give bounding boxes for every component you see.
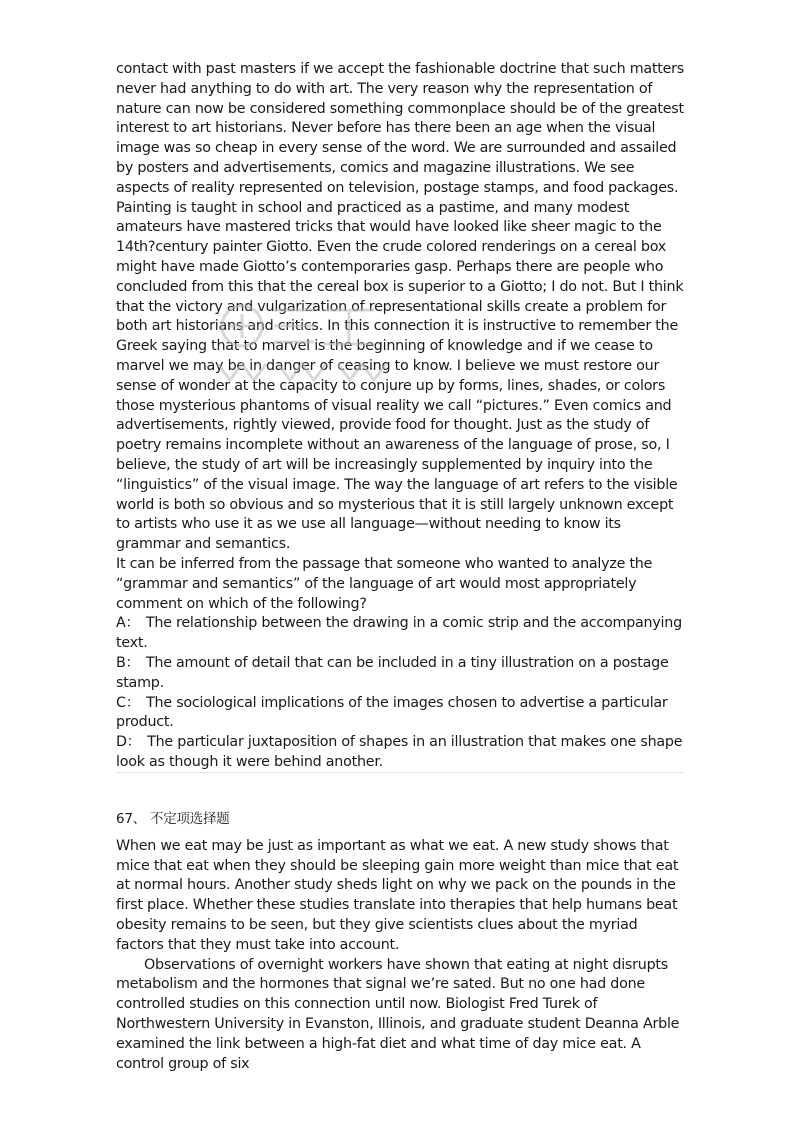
option-a-text: The relationship between the drawing in a comic strip and the accompanying text. [116, 615, 682, 652]
option-c[interactable] [116, 694, 686, 734]
option-d[interactable] [116, 733, 686, 773]
option-a[interactable] [116, 614, 686, 654]
section-divider [116, 772, 684, 773]
option-b[interactable] [116, 654, 686, 694]
option-d-text: The particular juxtaposition of shapes in an illustration that makes one shape look as though it were behind another. [116, 734, 683, 770]
option-d-letter: D： [116, 734, 141, 751]
option-a-letter: A： [116, 615, 140, 632]
next-passage-paragraph-1: When we eat may be just as important as what we eat. A new study shows that mice that eat when they should be sleeping gain more weight than mice that eat at normal hours. Another study sheds light on why we pack on the pounds in the first place. Whether these studies translate into therapies that help humans beat obesity remains to be seen, but they give scientists clues about the myriad factors that they must take into account. [116, 837, 679, 953]
question-number-header: 67、 不定项选择题 [116, 811, 230, 827]
option-c-text: The sociological implications of the images chosen to advertise a particular product. [116, 694, 668, 731]
option-b-text: The amount of detail that can be included in a tiny illustration on a postage stamp. [116, 654, 669, 691]
option-b-letter: B： [116, 654, 140, 671]
passage-text: contact with past masters if we accept the fashionable doctrine that such matters never had anything to do with art. The very reason why the representation of nature can now be considered something commonplace should be of the greatest interest to art historians. Never before has there been an age when the visual image was so cheap in every sense of the word. We are surrounded and assailed by posters and advertisements, comics and magazine illustrations. We see aspects of reality represented on television, postage stamps, and food packages. Painting is taught in school and practiced as a pastime, and many modest amateurs have mastered tricks that would have looked like sheer magic to the 14th?century painter Giotto. Even the crude colored renderings on a cereal box might have made Giotto’s contemporaries gasp. Perhaps there are people who concluded from this that the cereal box is superior to a Giotto; I do not. But I think that the victory and vulgarization of representational skills create a problem for both art historians and critics. In this connection it is instructive to remember the Greek saying that to marvel is the beginning of knowledge and if we cease to marvel we may be in danger of ceasing to know. I believe we must restore our sense of wonder at the capacity to conjure up by forms, lines, shades, or colors those mysterious phantoms of visual reality we call “pictures.” Even comics and advertisements, rightly viewed, provide food for thought. Just as the study of poetry remains incomplete without an awareness of the language of prose, so, I believe, the study of art will be increasingly supplemented by inquiry into the “linguistics” of the visual image. The way the language of art refers to the visible world is both so obvious and so mysterious that it is still largely unknown except to artists who use it as we use all language—without needing to know its grammar and semantics. [116, 61, 684, 553]
question-passage-section [116, 60, 686, 773]
next-question-section [116, 810, 686, 1074]
next-passage-paragraph-2: Observations of overnight workers have shown that eating at night disrupts metabolism and the hormones that signal we’re sated. But no one had done controlled studies on this connection until now. Biologist Fred Turek of Northwestern University in Evanston, Illinois, and graduate student Deanna Arble examined the link between a high-fat diet and what time of day mice eat. A control group of six [116, 956, 680, 1072]
option-c-letter: C： [116, 694, 140, 711]
question-stem: It can be inferred from the passage that someone who wanted to analyze the “grammar and semantics” of the language of art would most appropriately comment on which of the following? [116, 555, 653, 612]
